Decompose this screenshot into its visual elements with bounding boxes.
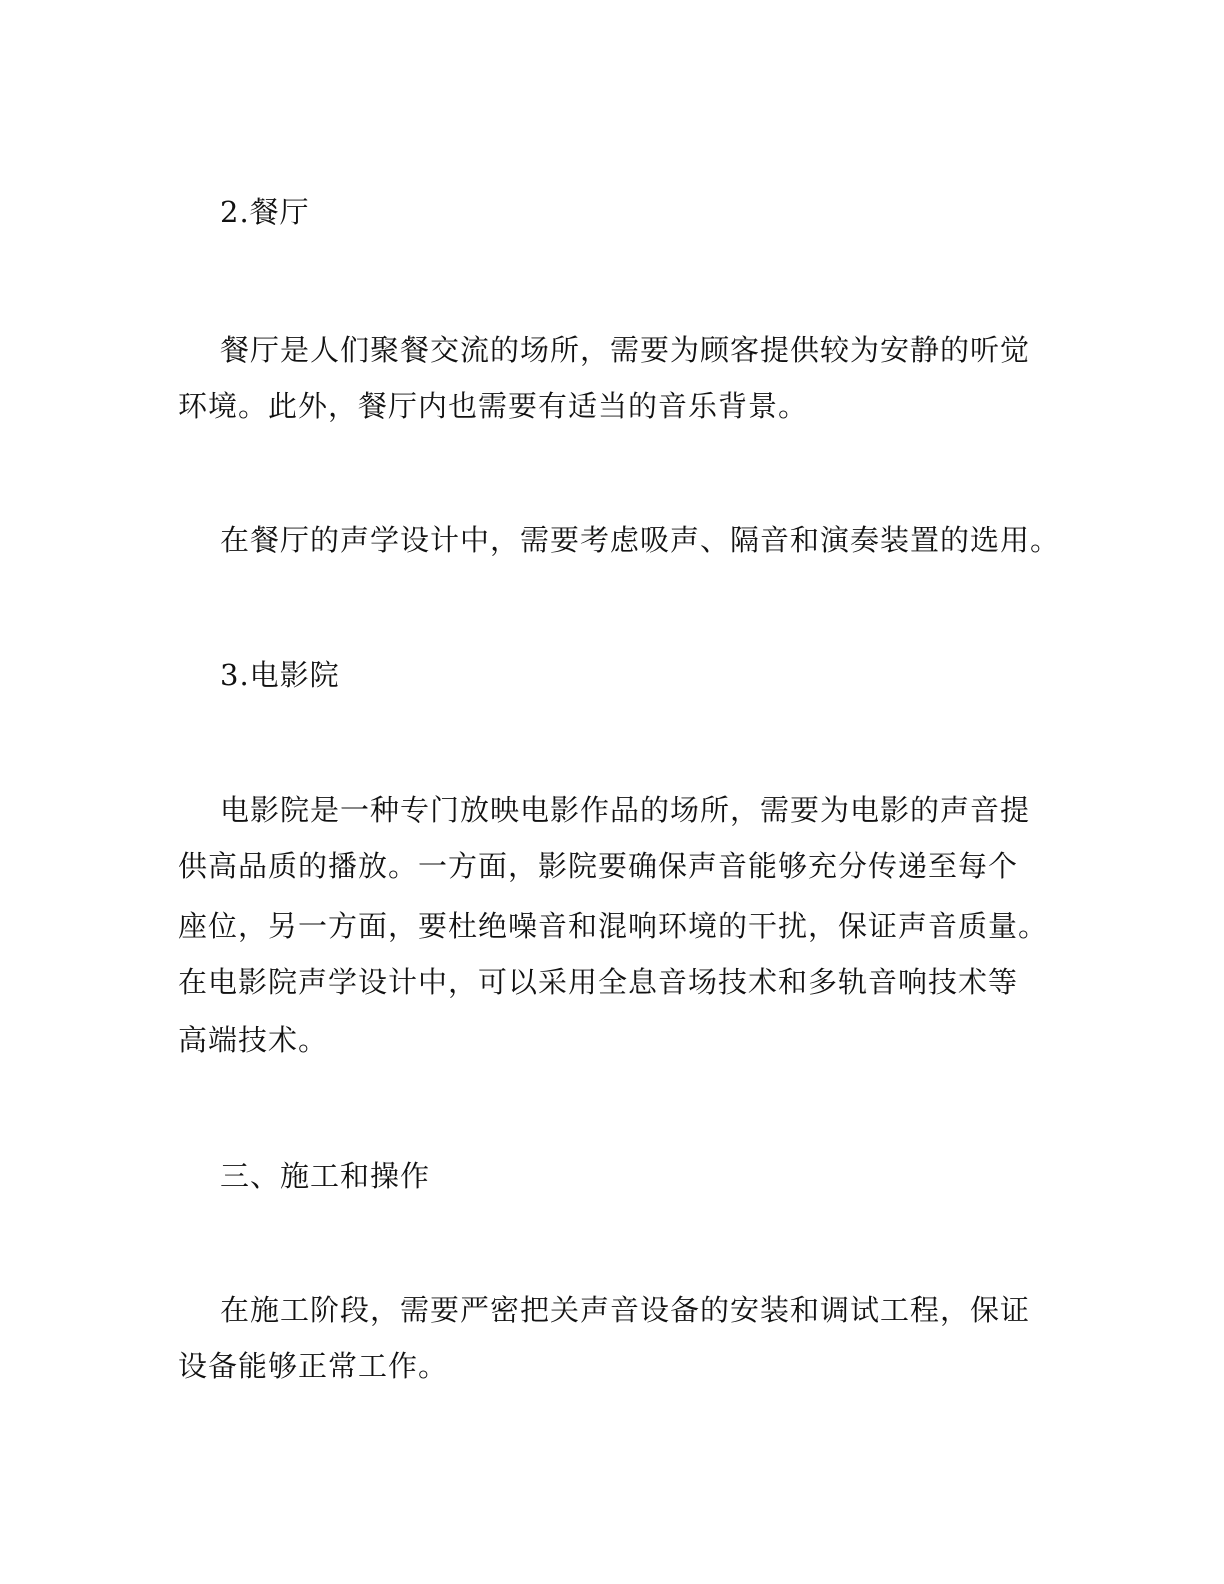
section-three-heading: 三、施工和操作 bbox=[220, 1159, 431, 1193]
construction-paragraph-line-2: 设备能够正常工作。 bbox=[178, 1349, 449, 1383]
restaurant-heading: 2.餐厅 bbox=[220, 195, 310, 229]
cinema-paragraph-line-1: 电影院是一种专门放映电影作品的场所，需要为电影的声音提 bbox=[220, 793, 1031, 827]
restaurant-paragraph-1-line-1: 餐厅是人们聚餐交流的场所，需要为顾客提供较为安静的听觉 bbox=[220, 333, 1031, 367]
cinema-paragraph-line-4: 在电影院声学设计中，可以采用全息音场技术和多轨音响技术等 bbox=[178, 965, 1019, 999]
construction-paragraph-line-1: 在施工阶段，需要严密把关声音设备的安装和调试工程，保证 bbox=[220, 1293, 1031, 1327]
cinema-paragraph-line-2: 供高品质的播放。一方面，影院要确保声音能够充分传递至每个 bbox=[178, 849, 1019, 883]
restaurant-paragraph-1-line-2: 环境。此外，餐厅内也需要有适当的音乐背景。 bbox=[178, 389, 809, 423]
cinema-paragraph-line-5: 高端技术。 bbox=[178, 1023, 329, 1057]
cinema-paragraph-line-3: 座位，另一方面，要杜绝噪音和混响环境的干扰，保证声音质量。 bbox=[178, 909, 1049, 943]
cinema-heading: 3.电影院 bbox=[220, 658, 340, 692]
restaurant-paragraph-2-line-1: 在餐厅的声学设计中，需要考虑吸声、隔音和演奏装置的选用。 bbox=[220, 523, 1061, 557]
